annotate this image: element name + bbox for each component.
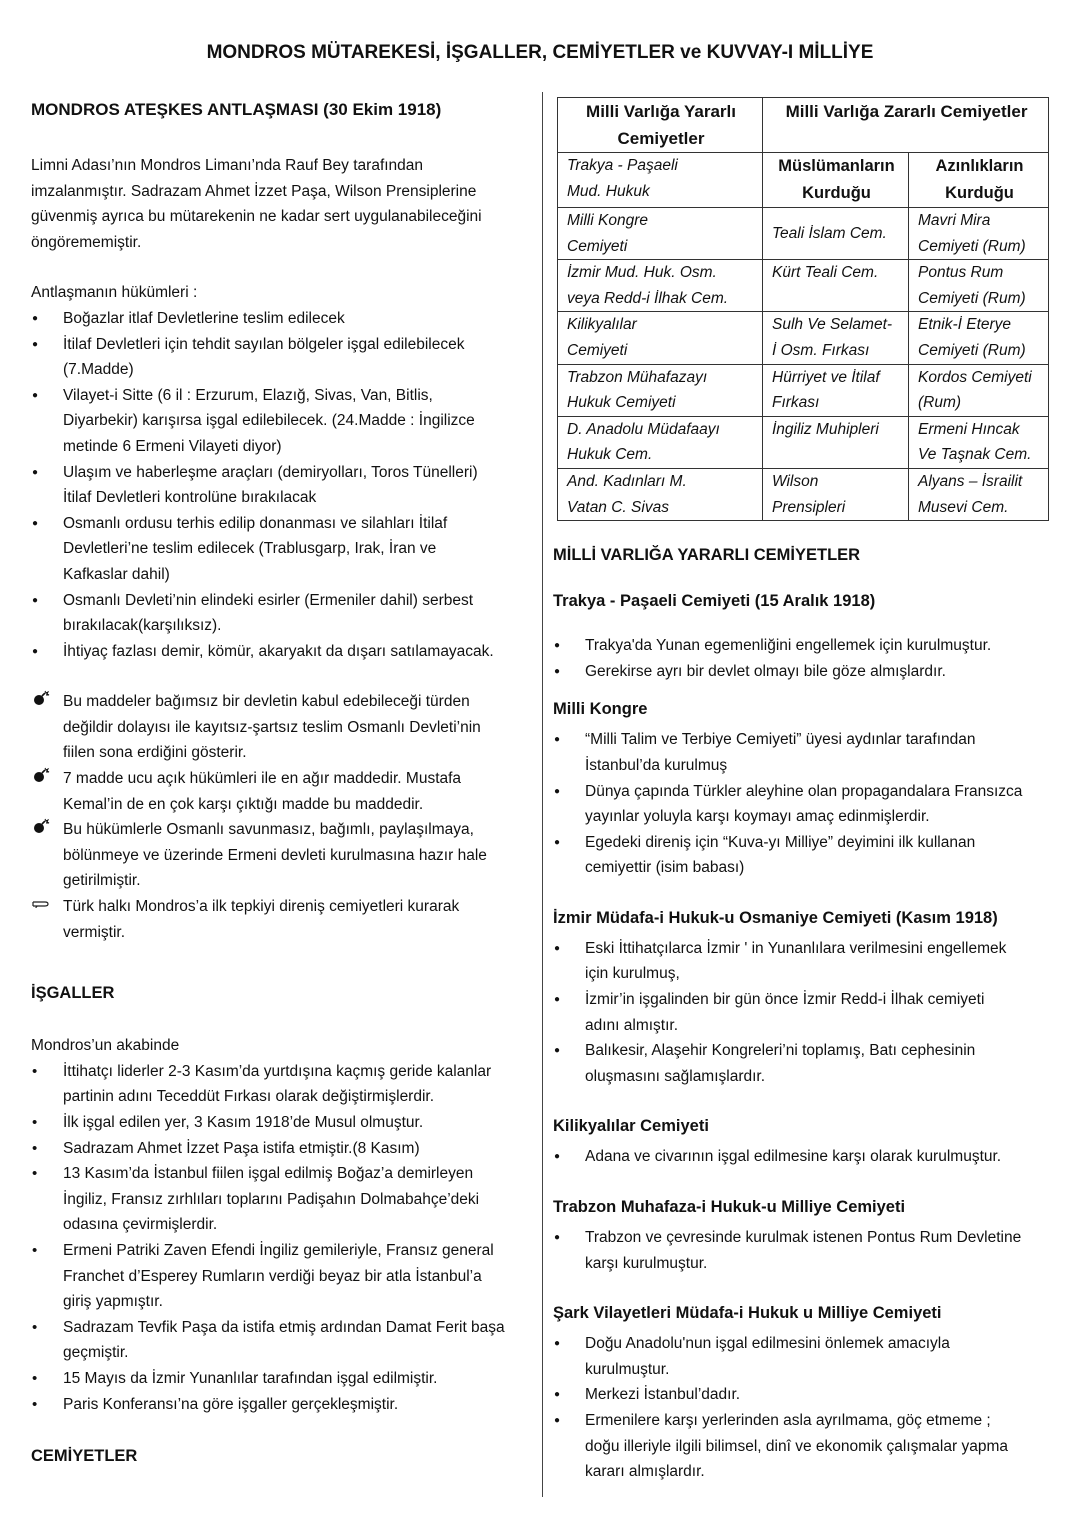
text-line: Doğu Anadolu'nun işgal edilmesini önlemek amacıyla [585,1335,950,1353]
list-item [31,1110,531,1136]
text-line: Dünya çapında Türkler aleyhine olan propagandalara Fransızca [585,782,1023,800]
provisions-label: Antlaşmanın hükümleri : [31,284,198,302]
bullet-icon [554,659,578,687]
bullet-icon [554,779,578,807]
list-item [31,1392,531,1418]
section-title: Trabzon Muhafaza-i Hukuk-u Milliye Cemiyeti [553,1198,906,1217]
bullet-icon [32,306,56,334]
column-divider [542,92,543,1497]
text-line: Alyans – İsrailit [918,472,1023,490]
text-line: Cemiyeti [567,341,628,359]
text-line: Osmanlı Devleti’nin elindeki esirler (Ermeniler dahil) serbest [63,591,474,609]
text-line: İngiliz Muhipleri [772,420,879,438]
bullet-icon [32,588,56,616]
section-title: Şark Vilayetleri Müdafa-i Hukuk u Milliye Cemiyeti [553,1304,942,1323]
text-line: İttihatçı liderler 2-3 Kasım’da yurtdışına kaçmış geride kalanlar [63,1062,492,1080]
text-line: vermiştir. [63,923,125,941]
text-line: Ulaşım ve haberleşme araçları (demiryolları, Toros Tünelleri) [63,463,478,481]
text-line: Kordos Cemiyeti [918,368,1032,386]
list-item [553,1331,1053,1382]
text-line: Cemiyeti [567,237,628,255]
text-line: Fırkası [772,394,820,412]
text-line: Merkezi İstanbul’dadır. [585,1386,741,1404]
list-item [553,1225,1053,1276]
table-row [558,260,1049,312]
cell-useful [558,208,763,260]
list-item [553,1038,1053,1089]
text-line: Paris Konferansı’na göre işgaller gerçekleşmiştir. [63,1395,399,1413]
bullet-icon [32,1161,56,1187]
list-item-text [63,643,494,660]
text-line: İtilaf Devletleri kontrolüne bırakılacak [63,489,317,507]
bullet-icon [554,1038,578,1066]
text-line: Mavri Mira [918,212,991,229]
cell-muslim [763,416,909,468]
section-title: Kilikyalılar Cemiyeti [553,1117,709,1136]
text-line: Limni Adası’nın Mondros Limanı’nda Rauf Bey tarafından [31,157,424,174]
list-item [31,332,531,383]
text-line: oluşmasını sağlamışlardır. [585,1067,766,1085]
list-item [553,633,1053,659]
text-line: doğu illeriyle ilgili bilimsel, dinî ve ekonomik çalışmalar yapma [585,1437,1008,1455]
text-line: Etnik-İ Eterye [918,316,1012,334]
text-line: (7.Madde) [63,361,134,379]
text-line: Hukuk Cemiyeti [567,394,676,412]
text-line: Kemal’in de en çok karşı çıktığı madde bu maddedir. [63,795,424,813]
table-row [558,364,1049,416]
bullet-icon [32,1238,56,1264]
subheader-minority [909,153,1049,208]
text-line: Bu hükümlerle Osmanlı savunmasız, bağımlı, paylaşılmaya, [63,821,474,839]
yararli-sections [553,568,1053,1485]
list-item-text [63,1165,479,1233]
text-line: Teali İslam Cem. [772,224,887,242]
list-item-text [63,1242,494,1310]
list-item-text [63,770,461,813]
list-item [553,659,1053,685]
bullet-icon [554,1382,578,1410]
cell-useful [558,260,763,312]
list-item [31,460,531,511]
text-line: 13 Kasım’da İstanbul fiilen işgal edilmiş Boğaz’a demirleyen [63,1165,474,1183]
text-line: Vilayet-i Sitte (6 il : Erzurum, Elazığ, Sivas, Van, Bitlis, [63,386,433,404]
text-line: bırakılacak(karşılıksız). [63,617,222,635]
text-line: D. Anadolu Müdafaayı [567,420,720,438]
section-list [553,633,1053,684]
cemiyetler-table [557,97,1049,521]
text-line: imzalanmıştır. Sadrazam Ahmet İzzet Paşa, Wilson Prensiplerine [31,182,477,200]
mondros-intro [31,153,531,255]
text-line: yayınlar yoluyla karşı koymayı amaç edinmişlerdir. [585,808,930,826]
text-line: Bu maddeler bağımsız bir devletin kabul edebileceği türden [63,693,470,711]
cell-useful [558,416,763,468]
header-harmful: Milli Varlığa Zararlı Cemiyetler [763,98,1049,153]
section-list [553,1225,1053,1276]
isgaller-list [31,1059,531,1417]
bullet-icon [32,1136,56,1162]
section-title: İzmir Müdafa-i Hukuk-u Osmaniye Cemiyeti (Kasım 1918) [553,908,998,927]
text-line: kararı almışlardır. [585,1463,705,1481]
bullet-icon [554,1331,578,1359]
list-item-text [63,821,487,889]
bullet-icon [554,830,578,858]
list-item-text [63,1063,491,1106]
text-line: Kafkaslar dahil) [63,565,170,583]
text-line: Mud. Hukuk [567,182,650,200]
text-line: Hürriyet ve İtilaf [772,368,880,386]
text-line: kurulmuştur. [585,1360,670,1378]
list-item-text [585,834,975,877]
cell-useful [558,468,763,520]
list-item-text [63,310,345,327]
text-line: Ve Taşnak Cem. [918,446,1032,464]
table-row [558,312,1049,364]
list-item [31,1059,531,1110]
list-item [31,1315,531,1366]
text-line: And. Kadınları M. [567,472,687,490]
text-line: (Rum) [918,394,962,412]
table-row [558,208,1049,260]
list-item [31,894,531,945]
list-item [553,936,1053,987]
notes-list [31,689,531,894]
cell-muslim [763,468,909,520]
list-item-text [585,731,976,774]
table-body [558,208,1049,521]
text-line: Egedeki direniş için “Kuva-yı Milliye” deyimini ilk kullanan [585,833,976,851]
list-item-text [63,1319,505,1362]
text-line: İngiliz, Fransız zırhlıları toplarını Padişahın Dolmabahçe’deki [63,1190,480,1208]
text-line: Cemiyeti (Rum) [918,289,1026,307]
text-line: odasına çevirmişlerdir. [63,1216,218,1234]
bullet-icon [32,1315,56,1341]
list-item-text [585,663,946,680]
text-line: cemiyettir (isim babası) [585,859,745,877]
right-column [553,97,1053,1485]
cell-useful [558,364,763,416]
cell-useful [558,312,763,364]
text-line: Trakya - Paşaeli [567,157,678,174]
text-line: 15 Mayıs da İzmir Yunanlılar tarafından işgal edilmiştir. [63,1369,438,1387]
hand-note [31,894,531,945]
list-item [31,1366,531,1392]
bomb-icon [32,766,56,792]
text-line: metinde 6 Ermeni Vilayeti diyor) [63,437,282,455]
text-line: güvenmiş ayrıca bu mütarekenin ne kadar sert uygulanabileceğini [31,208,482,226]
list-item [31,1161,531,1238]
cell-muslim [763,364,909,416]
provisions-list [31,306,531,664]
subheader-muslim [763,153,909,208]
bullet-icon [554,1225,578,1253]
list-item [31,689,531,766]
text-line: Trabzon Mühafazayı [567,368,708,386]
list-item [31,511,531,588]
text-line: Devletleri’ne teslim edilecek (Trablusgarp, Irak, İran ve [63,540,437,558]
bullet-icon [32,1392,56,1418]
list-item [553,1382,1053,1408]
text-line: Trabzon ve çevresinde kurulmak istenen Pontus Rum Devletine [585,1229,1022,1247]
isgaller-intro: Mondros’un akabinde [31,1037,180,1055]
bullet-icon [32,1110,56,1136]
cemiyetler-heading: CEMİYETLER [31,1447,138,1466]
list-item [31,766,531,817]
list-item-text [63,1140,420,1157]
pointing-hand-icon [32,894,56,920]
bullet-icon [554,727,578,755]
list-item [553,1144,1053,1170]
text-line: Ermeni Patriki Zaven Efendi İngiliz gemileriyle, Fransız general [63,1241,494,1259]
text-line: Musevi Cem. [918,498,1009,516]
isgaller-heading: İŞGALLER [31,984,115,1003]
cell-minority [909,364,1049,416]
cell-minority [909,468,1049,520]
bullet-icon [32,1366,56,1392]
text-line: için kurulmuş, [585,965,680,983]
bullet-icon [554,936,578,964]
text-line: 7 madde ucu açık hükümleri ile en ağır maddedir. Mustafa [63,770,462,788]
text-line: Pontus Rum [918,264,1004,282]
text-line: Boğazlar itlaf Devletlerine teslim edilecek [63,309,345,327]
text-line: Azınlıkların [935,157,1024,175]
cell-minority [909,208,1049,260]
list-item [553,1408,1053,1485]
list-item-text [585,1229,1021,1272]
text-line: “Milli Talim ve Terbiye Cemiyeti” üyesi aydınlar tarafından [585,731,976,749]
list-item-text [585,1042,975,1085]
bullet-icon [554,1144,578,1172]
text-line: Osmanlı ordusu terhis edilip donanması ve silahları İtilaf [63,514,448,532]
list-item [553,830,1053,881]
text-line: Sulh Ve Selamet- [772,316,893,334]
list-item-text [63,1370,437,1387]
text-line: Kurduğu [945,184,1014,202]
text-line: Müslümanların [778,157,895,175]
list-item-text [585,1386,740,1403]
list-item-text [63,336,465,379]
bomb-icon [32,689,56,715]
text-line: Ermenilere karşı yerlerinden asla ayrılmama, göç etmeme ; [585,1412,991,1429]
section-list [553,1331,1053,1485]
text-line: Vatan C. Sivas [567,498,669,516]
list-item-text [585,1335,950,1378]
list-item [31,639,531,665]
left-column [31,92,531,1469]
text-line: İzmir’in işgalinden bir gün önce İzmir Redd-i İlhak cemiyeti [585,991,985,1009]
hand-note-text [63,898,459,941]
text-line: Hukuk Cem. [567,446,653,464]
bullet-icon [554,633,578,661]
bullet-icon [32,1059,56,1085]
cell-minority [909,312,1049,364]
text-line: Milli Varlığa Yararlı [586,102,736,121]
cell-minority [909,416,1049,468]
list-item-text [585,1148,1001,1165]
list-item-text [63,693,481,761]
yararli-heading: MİLLİ VARLIĞA YARARLI CEMİYETLER [553,546,861,565]
header-useful [558,98,763,153]
text-line: İhtiyaç fazlası demir, kömür, akaryakıt da dışarı satılamayacak. [63,642,494,660]
cell-useful-first [558,153,763,208]
list-item-text [585,637,991,654]
text-line: Eski İttihatçılarca İzmir ' in Yunanlılara verilmesini engellemek [585,939,1007,957]
page-title: MONDROS MÜTAREKESİ, İŞGALLER, CEMİYETLER ve KUVVAY-I MİLLİYE [206,42,874,63]
text-line: İzmir Mud. Huk. Osm. [567,264,717,282]
table-row [558,416,1049,468]
list-item-text [63,592,473,635]
text-line: Türk halkı Mondros’a ilk tepkiyi direniş cemiyetleri kurarak [63,898,460,916]
list-item [31,306,531,332]
text-line: Trakya'da Yunan egemenliğini engellemek için kurulmuştur. [585,637,992,655]
list-item-text [585,783,1022,826]
bullet-icon [554,987,578,1015]
section-title: Trakya - Paşaeli Cemiyeti (15 Aralık 1918) [553,592,876,611]
text-line: veya Redd-i İlhak Cem. [567,289,729,307]
text-line: Kilikyalılar [567,316,637,334]
list-item-text [585,991,984,1034]
text-line: Cemiyetler [617,129,705,148]
section-list [553,727,1053,881]
cell-minority [909,260,1049,312]
section-list [553,1144,1053,1170]
text-line: Cemiyeti (Rum) [918,341,1026,359]
text-line: Diyarbekir) karışırsa işgal edilebilecek. (24.Madde : İngilizce [63,412,475,430]
text-line: Wilson [772,472,819,490]
text-line: öngörememiştir. [31,233,142,251]
bullet-icon [32,511,56,539]
text-line: Balıkesir, Alaşehir Kongreleri’ni toplamış, Batı cephesinin [585,1042,976,1060]
text-line: Milli Kongre [567,212,648,229]
list-item-text [585,1412,1008,1480]
bullet-icon [32,332,56,360]
list-item [31,817,531,894]
text-line: Kurduğu [802,184,871,202]
bullet-icon [554,1408,578,1436]
list-item [31,1136,531,1162]
bullet-icon [32,639,56,667]
text-line: İlk işgal edilen yer, 3 Kasım 1918’de Musul olmuştur. [63,1114,424,1131]
text-line: Cemiyeti (Rum) [918,237,1026,255]
text-line: bölünmeye ve üzerinde Ermeni devleti kurulmasına hazır hale [63,846,487,864]
list-item [553,727,1053,778]
bullet-icon [32,460,56,488]
mondros-heading: MONDROS ATEŞKES ANTLAŞMASI (30 Ekim 1918) [31,100,442,119]
text-line: Gerekirse ayrı bir devlet olmayı bile göze almışlardır. [585,662,946,680]
list-item-text [63,387,475,455]
text-line: İstanbul’da kurulmuş [585,756,728,774]
text-line: geçmiştir. [63,1344,129,1362]
list-item [553,987,1053,1038]
cell-muslim [763,260,909,312]
list-item [31,383,531,460]
text-line: değildir dolayısı ile kayıtsız-şartsız teslim Osmanlı Devleti’nin [63,718,481,736]
text-line: Kürt Teali Cem. [772,264,879,282]
text-line: Adana ve civarının işgal edilmesine karşı olarak kurulmuştur. [585,1148,1002,1166]
text-line: partinin adını Teceddüt Fırkası olarak değiştirmişlerdir. [63,1088,435,1106]
list-item-text [585,940,1006,983]
text-line: getirilmiştir. [63,872,141,890]
list-item [31,588,531,639]
text-line: karşı kurulmuştur. [585,1254,708,1272]
text-line: giriş yapmıştır. [63,1293,163,1311]
section-list [553,936,1053,1090]
text-line: fiilen sona erdiğini gösterir. [63,744,247,762]
bomb-icon [32,817,56,843]
list-item [31,1238,531,1315]
text-line: İ Osm. Fırkası [772,341,870,359]
text-line: Sadrazam Tevfik Paşa da istifa etmiş ardından Damat Ferit başa [63,1318,505,1336]
text-line: Ermeni Hıncak [918,420,1020,438]
list-item-text [63,464,478,507]
section-title: Milli Kongre [553,700,648,719]
table-row [558,468,1049,520]
text-line: İtilaf Devletleri için tehdit sayılan bölgeler işgal edilebilecek [63,335,465,353]
list-item-text [63,515,447,583]
bullet-icon [32,383,56,411]
list-item-text [63,1114,423,1131]
list-item [553,779,1053,830]
text-line: Franchet d’Esperey Rumların verdiği beyaz bir atla İstanbul’a [63,1267,482,1285]
cell-muslim [763,312,909,364]
cell-muslim [763,208,909,260]
list-item-text [63,1396,398,1413]
text-line: Sadrazam Ahmet İzzet Paşa istifa etmiştir.(8 Kasım) [63,1139,420,1157]
text-line: adını almıştır. [585,1016,679,1034]
text-line: Prensipleri [772,498,846,516]
